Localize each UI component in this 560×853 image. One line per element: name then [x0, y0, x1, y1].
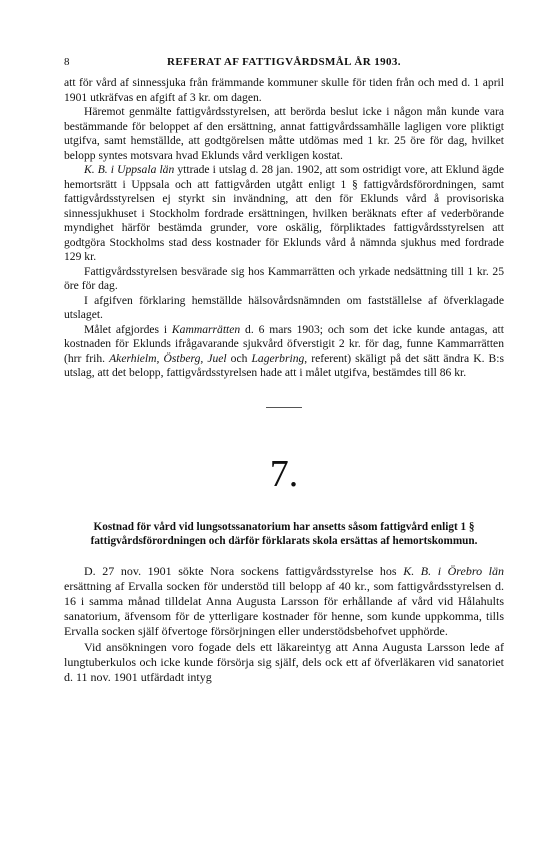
- paragraph-text: och: [226, 351, 252, 365]
- paragraph-text: Målet afgjordes i: [84, 322, 172, 336]
- section-body: [64, 564, 504, 686]
- authority-name: K. B. i Uppsala län: [84, 163, 175, 176]
- page-header: [64, 56, 504, 68]
- paragraph: Fattigvårdsstyrelsen besvärade sig hos Kammarrätten och yrkade nedsättning till 1 kr. 25 öre för dag.: [64, 264, 504, 292]
- paragraph-text: d. 6 mars 1903; och som det icke kunde antagas, att kostnaden för Eklunds ifrågavarande sjukvård öfverstigit 2 kr. för dag, funne Kammarrätten (hrr frih.: [64, 322, 504, 365]
- paragraph: I afgifven förklaring hemställde hälsovårdsnämnden om fastställelse af öfverklagade utslaget.: [64, 293, 504, 321]
- running-title: REFERAT AF FATTIGVÅRDSMÅL ÅR 1903.: [167, 56, 401, 68]
- paragraph: att för vård af sinnessjuka från främmande kommuner skulle för tiden från och med d. 1 april 1901 utkräfvas en afgift af 3 kr. om dagen.: [64, 76, 504, 104]
- section-title: Kostnad för vård vid lungsotssanatorium har ansetts såsom fattigvård enligt 1 § fattigvårdsförordningen och därför förklarats skola ersättas af hemortskommun.: [90, 520, 478, 547]
- paragraph: [64, 323, 504, 381]
- paragraph-text: yttrade i utslag d. 28 jan. 1902, att som ostridigt vore, att Eklund ägde hemortsrätt i Uppsala och att fattigvården utgått enligt 1 § fattigvårdsförordningen, samt fattigvårdsstyrelsen ej styrkt sin invändning, att den för Eklunds vård å provisoriska sinnessjukhuset i Stockholm fordrade ersättningen, hvilken beräknats efter af vederbörande myndighet härför bestämda grunder, vore oskälig, förpliktades fattigvårdsstyrelsen att godtgöra Stockholms stad dess kostnader för Eklunds vård å nämnda sjukhus med fordrade 129 kr.: [64, 163, 504, 263]
- paragraph: [64, 564, 504, 640]
- page-number: 8: [64, 56, 70, 68]
- referent-name: Lagerbring: [251, 351, 305, 365]
- section-number: 7.: [269, 452, 299, 495]
- paragraph-text: ersättning af Ervalla socken för understöd till belopp af 40 kr., som fattigvårdsstyrelsen d. 16 i samma månad tilldelat Anna Augusta Larsson för erhållande af vård vid Hålahults sanatorium, äfvensom för de ytterligare kostnader för henne, som kunde uppkomma, tills Ervalla socken själf öfvertoge försörjningen eller understödsbehofvet upphörde.: [64, 578, 504, 639]
- section-divider: [266, 407, 302, 408]
- paragraph-text: D. 27 nov. 1901 sökte Nora sockens fattigvårdsstyrelse hos: [84, 563, 404, 578]
- court-name: Kammarrätten: [171, 322, 241, 336]
- paragraph: Vid ansökningen voro fogade dels ett läkareintyg att Anna Augusta Larsson lede af lungtuberkulos och icke kunde försörja sig själf, dels ock ett af öfverläkaren vid sanatoriet d. 11 nov. 1901 utfärdadt intyg: [64, 639, 504, 684]
- authority-name: K. B. i Örebro län: [403, 563, 505, 578]
- paragraph-text: , referent) skäligt på det sätt ändra K. B:s utslag, att det belopp, fattigvårdsstyrelsen hade att i målet utgifva, bestämdes till 86 kr.: [64, 351, 504, 379]
- judge-names: Akerhielm, Östberg, Juel: [109, 351, 227, 365]
- document-page: [64, 56, 504, 685]
- paragraph: [64, 163, 504, 265]
- paragraph: Häremot genmälte fattigvårdsstyrelsen, att berörda beslut icke i någon mån kunde vara bestämmande för beloppet af den ersättning, annat fattigvårdssamhälle lagligen vore pliktigt utgifva, samt hemställde, att godtgörelsen måtte utdömas med 1 kr. 25 öre för dag, hvilket belopp syntes motsvara hvad Eklunds vård verkligen kostat.: [64, 105, 504, 162]
